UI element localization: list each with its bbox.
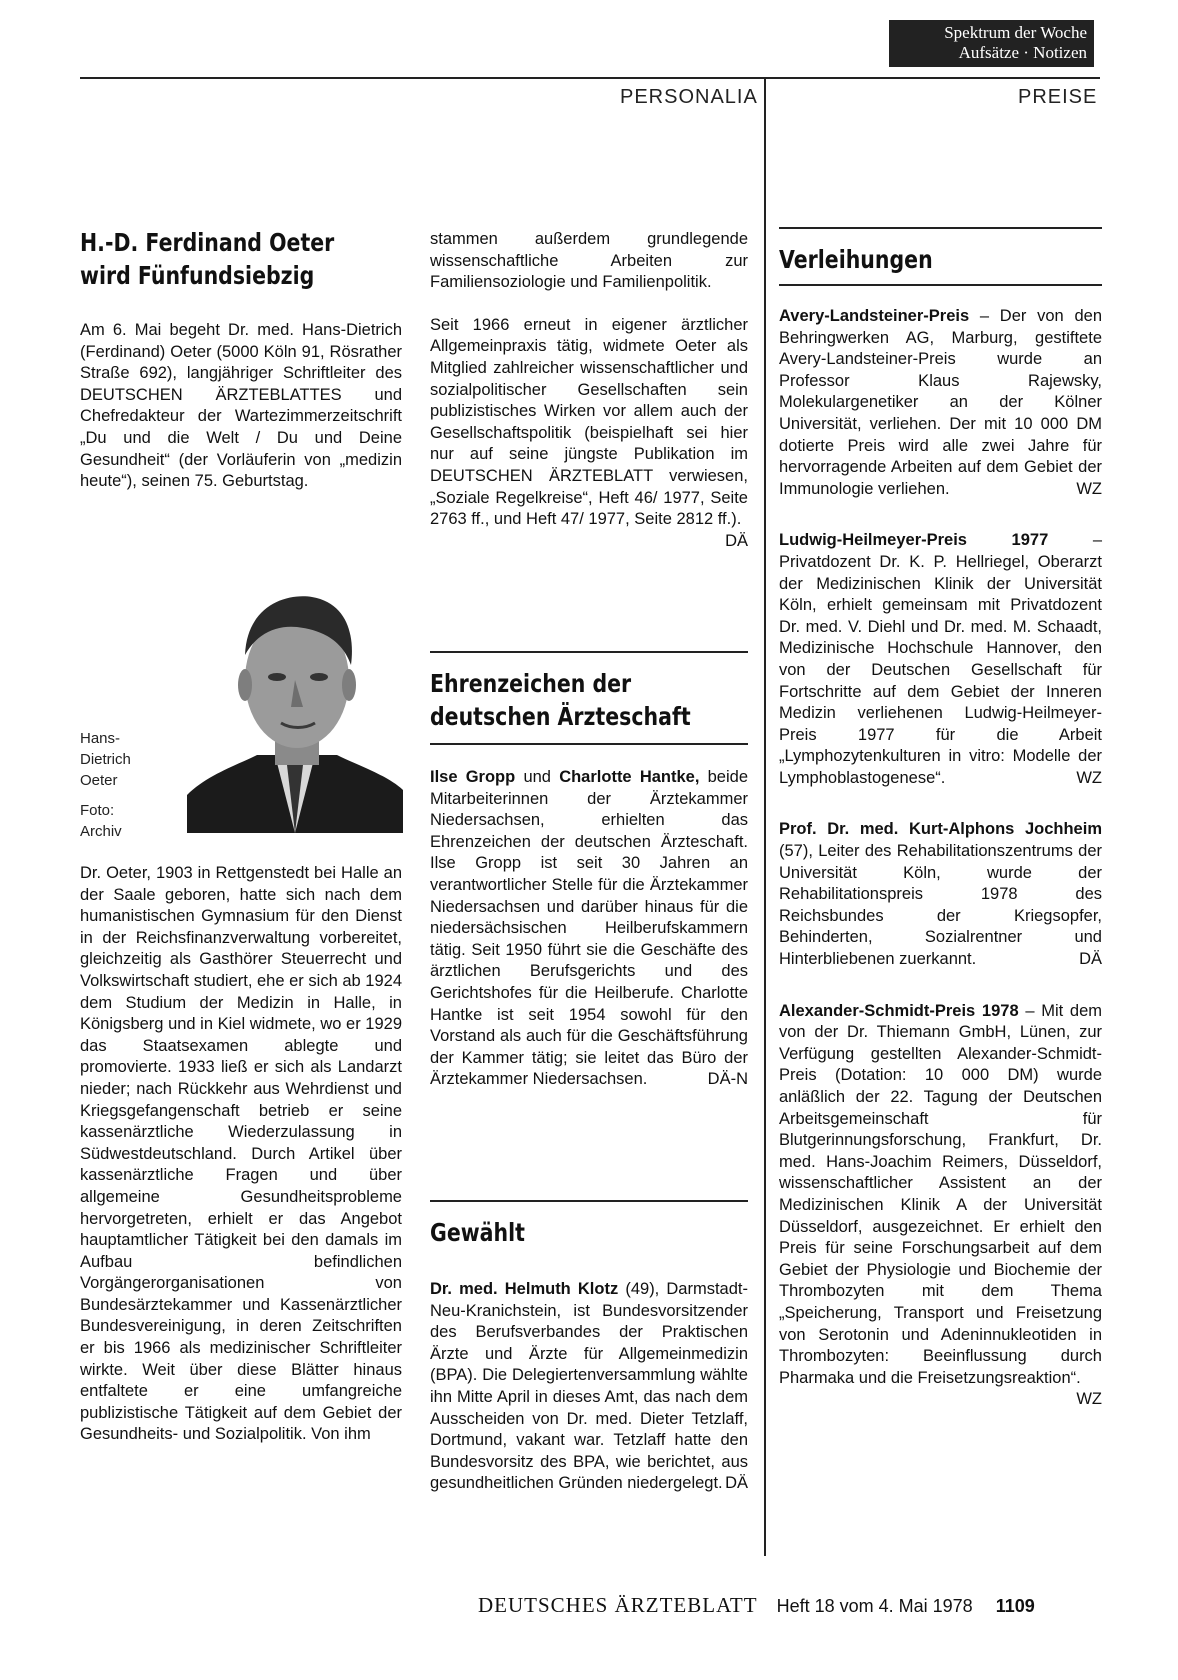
ehrenzeichen-rule-bottom — [430, 743, 748, 745]
gewaehlt-body: Dr. med. Helmuth Klotz (49), Darmstadt-Neu-Kranichstein, ist Bundesvorsitzender des Berufsverbandes der Praktischen Ärzte und Ärzte für Allgemeinmedizin (BPA). Die Delegiertenversammlung wählte ihn Mitte April in dieses Amt, das nach dem Ausscheiden von Dr. med. Dieter Tetzlaff, Dortmund, vakant war. Tetzlaff hatte den Bundesvorsitz des BPA, wie berichtet, aus gesundheitlichen Gründen niedergelegt. DÄ — [430, 1279, 748, 1495]
oeter-article-top — [80, 226, 402, 514]
section-label-preise: PREISE — [1018, 86, 1098, 108]
oeter-intro: Am 6. Mai begeht Dr. med. Hans-Dietrich (Ferdinand) Oeter (5000 Köln 91, Rösrather Straße 692), langjähriger Schriftleiter des DEUTSCHEN ÄRZTEBLATTES und Chefredakteur der Wartezimmerzeitschrift „Du und die Welt / Du und Deine Gesundheit“ (der Vorläuferin von „medizin heute“), seinen 75. Geburtstag. — [80, 321, 402, 491]
ehrenzeichen-article — [430, 651, 748, 1091]
caption-credit: Foto: Archiv — [80, 802, 122, 840]
verleihungen-rule-bottom — [779, 284, 1102, 286]
oeter-since-1966: Seit 1966 erneut in eigener ärztlicher Allgemeinpraxis tätig, widmete Oeter als Mitglied zahlreicher wissenschaftlicher und sozialpolitischer Gesellschaften sein publizistisches Wirken vor allem auch der Gesellschaftspolitik (beispielhaft sei hier nur auf seine jüngste Publikation im DEUTSCHEN ÄRZTEBLATT verwiesen, „Soziale Regelkreise“, Heft 46/ 1977, Seite 2763 ff., und Heft 47/ 1977, Seite 2812 ff.). DÄ — [430, 315, 748, 531]
verleihungen-headline: Verleihungen — [779, 245, 933, 274]
ehrenzeichen-headline: Ehrenzeichen der deutschen Ärzteschaft — [430, 669, 691, 731]
gewaehlt-article — [430, 1200, 748, 1495]
verleihungen-column — [779, 227, 1102, 1411]
column-divider — [764, 78, 766, 1556]
verleihungen-rule-top — [779, 227, 1102, 229]
header-rule — [80, 77, 1100, 79]
prize-alexander-schmidt: Alexander-Schmidt-Preis 1978 – Mit dem von der Dr. Thiemann GmbH, Lünen, zur Verfügung gestellten Alexander-Schmidt-Preis (Dotation: 10 000 DM) wurde anläßlich der 22. Tagung der Deutschen Arbeitsgemeinschaft für Blutgerinnungsforschung, Frankfurt, Dr. med. Hans-Joachim Reimers, Düsseldorf, wissenschaftlicher Assistent an der Medizinischen Klinik A der Universität Düsseldorf, ausgezeichnet. Er erhielt den Preis für seine Forschungsarbeit auf dem Gebiet der Physiologie und Biochemie der Thrombozyten mit dem Thema „Speicherung, Transport und Freisetzung von Serotonin und Adeninnukleotiden in Thrombozyten: Beeinflussung durch Pharmaka und die Freisetzungsreaktion“. WZ — [779, 1001, 1102, 1409]
ehrenzeichen-body: Ilse Gropp und Charlotte Hantke, beide Mitarbeiterinnen der Ärztekammer Niedersachsen, erhielten das Ehrenzeichen der deutschen Ärzteschaft. Ilse Gropp ist seit 30 Jahren an verantwortlicher Stelle für die Ärztekammer Niedersachsen und darüber hinaus für die niedersächsischen Heilberufskammern tätig. Seit 1950 führt sie die Geschäfte des ärztlichen Berufsgerichts und des Gerichtshofes für die Heilberufe. Charlotte Hantke ist seit 1954 sowohl für den Vorstand als auch für die Geschäftsführung der Kammer tätig; sie leitet das Büro der Ärztekammer Niedersachsen. DÄ-N — [430, 767, 748, 1091]
section-badge — [889, 20, 1094, 67]
footer-issue: Heft 18 vom 4. Mai 1978 — [776, 1596, 973, 1616]
ehrenzeichen-rule-top — [430, 651, 748, 653]
gewaehlt-rule — [430, 1200, 748, 1202]
ehrenzeichen-signature: DÄ-N — [707, 1070, 748, 1089]
portrait-photo — [187, 585, 403, 833]
prize-avery-landsteiner: Avery-Landsteiner-Preis – Der von den Behringwerken AG, Marburg, gestiftete Avery-Landsteiner-Preis wurde an Professor Klaus Rajewsky, Molekulargenetiker an der Kölner Universität, verliehen. Der mit 10 000 DM dotierte Preis wird alle zwei Jahre für hervorragende Arbeiten auf dem Gebiet der Immunologie verliehen. WZ — [779, 307, 1102, 498]
oeter-continued: stammen außerdem grundlegende wissenschaftliche Arbeiten zur Familiensoziologie und Familienpolitik. — [430, 230, 748, 292]
oeter-headline: H.-D. Ferdinand Oeter wird Fünfundsiebzig — [80, 228, 335, 290]
footer-journal: DEUTSCHES ÄRZTEBLATT — [478, 1593, 758, 1617]
badge-line-1: Spektrum der Woche — [944, 23, 1087, 42]
section-label-personalia: PERSONALIA — [620, 86, 758, 108]
gewaehlt-headline: Gewählt — [430, 1218, 525, 1247]
gewaehlt-signature: DÄ — [725, 1474, 748, 1493]
oeter-bio: Dr. Oeter, 1903 in Rettgenstedt bei Halle an der Saale geboren, hatte sich nach dem humanistischen Gymnasium für den Dienst in der Reichsfinanzverwaltung vorbereitet, gleichzeitig als Gasthörer Steuerrecht und Volkswirtschaft studiert, ehe er sich ab 1924 dem Studium der Medizin in Halle, in Königsberg und in Kiel widmete, wo er 1929 das Staatsexamen ablegte und promovierte. 1933 ließ er sich als Landarzt nieder; nach Rückkehr aus Wehrdienst und Kriegsgefangenschaft betrieb er seine kassenärztliche Wiederzulassung in Südwestdeutschland. Durch Artikel über kassenärztliche Fragen und über allgemeine Gesundheitsprobleme hervorgetreten, erhielt er das Angebot hauptamtlicher Tätigkeit bei den damals im Aufbau befindlichen Vorgängerorganisationen von Bundesärztekammer und Kassenärztlicher Bundesvereinigung, in deren Zeitschriften er bis 1966 als medizinischer Schriftleiter wirkte. Weit über diese Blätter hinaus entfaltete er eine umfangreiche publizistische Tätigkeit auf dem Gebiet der Gesundheits- und Sozialpolitik. Von ihm — [80, 864, 402, 1444]
prize-ludwig-heilmeyer: Ludwig-Heilmeyer-Preis 1977 – Privatdozent Dr. K. P. Hellriegel, Oberarzt der Medizinischen Klinik der Universität Köln, erhielt gemeinsam mit Privatdozent Dr. med. V. Diehl und Dr. med. M. Schaadt, Medizinische Hochschule Hannover, den von der Deutschen Gesellschaft für Fortschritte auf dem Gebiet der Inneren Medizin verliehenen Ludwig-Heilmeyer-Preis 1977 für die Arbeit „Lymphozytenkulturen in vitro: Modelle der Lymphoblastogenese“. WZ — [779, 531, 1102, 787]
page-footer — [478, 1593, 1035, 1618]
oeter-article-continued — [430, 229, 748, 552]
prize-jochheim: Prof. Dr. med. Kurt-Alphons Jochheim (57), Leiter des Rehabilitationszentrums der Universität Köln, wurde der Rehabilitationspreis 1978 des Reichsbundes der Kriegsopfer, Behinderten, Sozialrentner und Hinterbliebenen zuerkannt. DÄ — [779, 820, 1102, 969]
caption-name: Hans-Dietrich Oeter — [80, 730, 131, 789]
oeter-signature: DÄ — [725, 531, 748, 550]
badge-line-2: Aufsätze · Notizen — [958, 43, 1087, 62]
footer-page-number: 1109 — [995, 1596, 1035, 1616]
photo-caption — [80, 728, 150, 842]
